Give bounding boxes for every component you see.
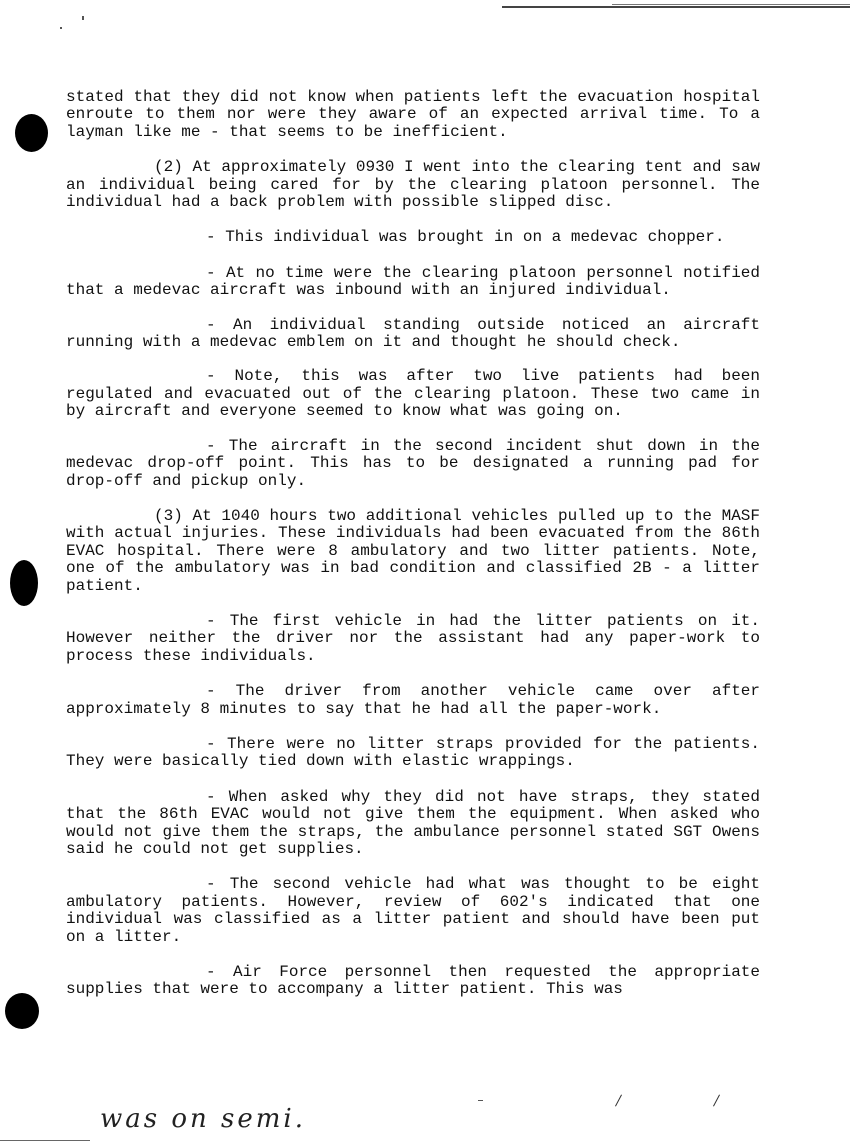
paragraph-note: - The driver from another vehicle came over after approximately 8 minutes to say that he had all the paper-work. bbox=[66, 682, 760, 718]
paragraph-continued: stated that they did not know when patients left the evacuation hospital enroute to them nor were they aware of an expected arrival time. To a layman like me - that seems to be inefficient. bbox=[66, 88, 760, 141]
scan-speck bbox=[478, 1100, 483, 1101]
pen-mark bbox=[615, 1095, 622, 1107]
pen-mark bbox=[713, 1095, 720, 1107]
scan-speck bbox=[82, 16, 84, 20]
paragraph-note: - Note, this was after two live patients had been regulated and evacuated out of the clearing platoon. These two came in by aircraft and everyone seemed to know what was going on. bbox=[66, 367, 760, 421]
paragraph-note: - There were no litter straps provided for the patients. They were basically tied down with elastic wrappings. bbox=[66, 734, 760, 771]
handwritten-note: was on semi. bbox=[100, 1104, 306, 1134]
punch-hole-bottom bbox=[5, 993, 39, 1029]
paragraph-note: - This individual was brought in on a medevac chopper. bbox=[206, 228, 725, 247]
paragraph-note: - When asked why they did not have straps, they stated that the 86th EVAC would not give them the equipment. When asked who would not give them the straps, the ambulance personnel stated SGT Owens said he could not get supplies. bbox=[66, 787, 760, 858]
scan-speck bbox=[60, 27, 62, 29]
paragraph-item-3: (3) At 1040 hours two additional vehicles pulled up to the MASF with actual injuries. These individuals had been evacuated from the 86th EVAC hospital. There were 8 ambulatory and two litter patients. Note, one of the ambulatory was in bad condition and classified 2B - a litter patient. bbox=[66, 506, 760, 595]
paragraph-note: - The second vehicle had what was thought to be eight ambulatory patients. However, review of 602's indicated that one individual was classified as a litter patient and should have been put on a litter. bbox=[66, 875, 760, 946]
paragraph-note: - At no time were the clearing platoon personnel notified that a medevac aircraft was inbound with an injured individual. bbox=[66, 263, 760, 300]
body-text bbox=[66, 89, 760, 999]
top-rule-line bbox=[502, 6, 850, 8]
paragraph-note: - Air Force personnel then requested the appropriate supplies that were to accompany a litter patient. This was bbox=[66, 963, 760, 999]
paragraph-item-2: (2) At approximately 0930 I went into the clearing tent and saw an individual being cared for by the clearing platoon personnel. The individual had a back problem with possible slipped disc. bbox=[66, 158, 760, 212]
punch-hole-top bbox=[15, 114, 48, 152]
paragraph-note: - An individual standing outside noticed an aircraft running with a medevac emblem on it and thought he should check. bbox=[66, 315, 760, 352]
paragraph-note: - The first vehicle in had the litter patients on it. However neither the driver nor the assistant had any paper-work to process these individuals. bbox=[66, 611, 760, 665]
paragraph-note: - The aircraft in the second incident shut down in the medevac drop-off point. This has to be designated a running pad for drop-off and pickup only. bbox=[66, 436, 760, 490]
top-rule-line-shadow bbox=[612, 4, 850, 5]
punch-hole-middle bbox=[10, 560, 38, 606]
bottom-edge-line bbox=[0, 1140, 90, 1141]
